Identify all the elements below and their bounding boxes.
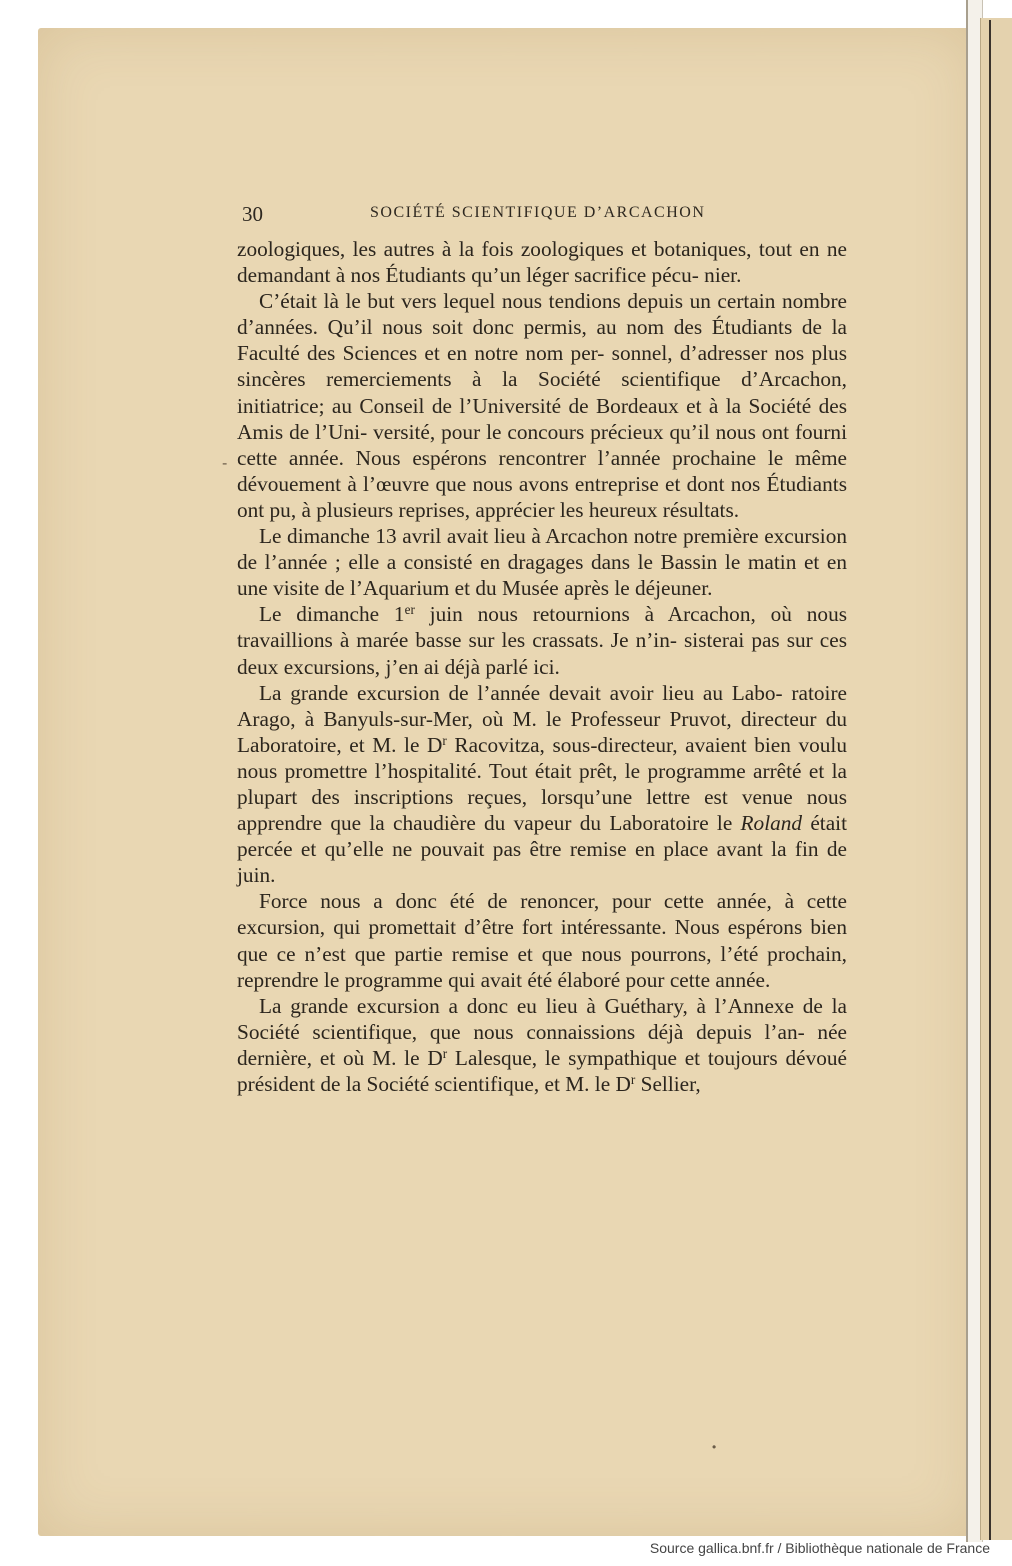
paragraph-7 bbox=[237, 993, 847, 1097]
paragraph-7-text-c: Sellier, bbox=[635, 1072, 701, 1096]
paragraph-1 bbox=[237, 236, 847, 288]
page-speck: • bbox=[712, 1440, 717, 1454]
paragraph-7-text-a: La grande excursion a donc eu lieu à Guéthary, à l’Annexe de la Société scientifique, que nous connaissions déjà depuis l’an- née dernière, et où M. le D bbox=[237, 993, 847, 1070]
body-text bbox=[237, 236, 847, 1286]
paragraph-6-text: Force nous a donc été de renoncer, pour cette année, à cette excursion, qui promettait d’être fort intéressante. Nous espérons bien que ce n’est que partie remise et que nous pourrons, l’été prochain, reprendre le programme qui avait été élaboré pour cette année. bbox=[237, 889, 847, 992]
ordinal-superscript: er bbox=[404, 602, 415, 618]
source-credit: Source gallica.bnf.fr / Bibliothèque nationale de France bbox=[649, 1540, 990, 1556]
paragraph-3 bbox=[237, 523, 847, 601]
paragraph-4 bbox=[237, 601, 847, 679]
paragraph-5-text-c: était percée et qu’elle ne pouvait pas être remise en place avant la fin de juin. bbox=[237, 811, 847, 888]
paragraph-4-text-a: Le dimanche 1 bbox=[259, 602, 405, 627]
paragraph-2 bbox=[237, 288, 847, 523]
page-number: 30 bbox=[242, 202, 263, 226]
running-title: SOCIÉTÉ SCIENTIFIQUE D’ARCACHON bbox=[370, 204, 706, 221]
ship-name: Roland bbox=[740, 811, 803, 836]
doctor-superscript: r bbox=[442, 1045, 448, 1061]
paragraph-4-text-b: juin nous retournions à Arcachon, où nous travaillions à marée basse sur les crassats. Je n’in- sisterai pas sur ces deux excursions, j’en ai déjà parlé ici. bbox=[237, 602, 848, 679]
paragraph-7-text-b: Lalesque, le sympathique et toujours dévoué président de la Société scientifique, et M. le D bbox=[237, 1045, 847, 1096]
paragraph-2-text: C’était là le but vers lequel nous tendions depuis un certain nombre d’années. Qu’il nous soit donc permis, au nom des Étudiants de la Faculté des Sciences et en notre nom per- sonnel, d’adresser nos plus sincères remerciements à la Société scientifique d’Arcachon, initiatrice; au Conseil de l’Université de Bordeaux et à la Société des Amis de l’Uni- versité, pour le concours précieux qu’il nous ont fourni cette année. Nous espérons rencontrer l’année prochaine le même dévouement à l’œuvre que nous avons entreprise et dont nos Étudiants ont pu, à plusieurs reprises, apprécier les heureux résultats. bbox=[237, 289, 847, 522]
paragraph-5-text-a: La grande excursion de l’année devait avoir lieu au Labo- ratoire Arago, à Banyuls-sur-Mer, où M. le Professeur Pruvot, directeur du Laboratoire, et M. le D bbox=[237, 680, 847, 757]
paragraph-5 bbox=[237, 680, 847, 889]
doctor-superscript: r bbox=[630, 1071, 636, 1087]
paragraph-3-text: Le dimanche 13 avril avait lieu à Arcachon notre première excursion de l’année ; elle a consisté en dragages dans le Bassin le matin et en une visite de l’Aquarium et du Musée après le déjeuner. bbox=[237, 524, 847, 601]
page-header bbox=[242, 200, 846, 230]
paragraph-6 bbox=[237, 888, 847, 992]
doctor-superscript: r bbox=[442, 732, 447, 748]
paragraph-5-text-b: Racovitza, sous-directeur, avaient bien voulu nous promettre l’hospitalité. Tout était prêt, le programme arrêté et la plupart des inscriptions reçues, lorsqu’une lettre est venue nous apprendre que la chaudière du vapeur du Laboratoire le bbox=[237, 732, 847, 836]
paragraph-1-text: zoologiques, les autres à la fois zoologiques et botaniques, tout en ne demandant à nos Étudiants qu’un léger sacrifice pécu- nier. bbox=[237, 237, 847, 288]
page-gutter-line bbox=[989, 20, 991, 1540]
adjacent-page-edge bbox=[980, 18, 1012, 1540]
margin-dash: - bbox=[222, 455, 228, 472]
